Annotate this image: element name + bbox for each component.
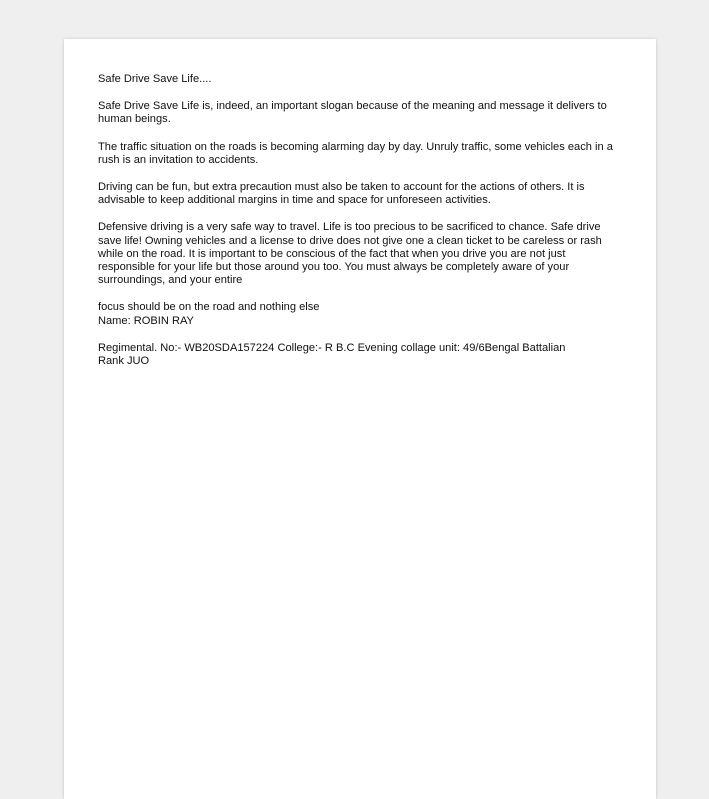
document-title: Safe Drive Save Life.... (98, 73, 212, 85)
closing-line: focus should be on the road and nothing else (98, 301, 320, 314)
document-body (98, 73, 624, 368)
paragraph-driving: Driving can be fun, but extra precaution must also be taken to account for the actions of others. It is advisable to keep additional margins in time and space for unforeseen activities. (98, 181, 585, 207)
paragraph-slogan: Safe Drive Save Life is, indeed, an important slogan because of the meaning and message it delivers to human beings. (98, 100, 607, 126)
paragraph-defensive: Defensive driving is a very safe way to travel. Life is too precious to be sacrificed to chance. Safe drive save life! Owning vehicles and a license to drive does not give one a clean ticket to be careless or rash while on the road. It is important to be conscious of the fact that when you drive you are not just responsible for your life but those around you too. You must always be completely aware of your surroundings, and your entire (98, 221, 602, 287)
rank-info: Rank JUO (98, 355, 150, 368)
author-name: Name: ROBIN RAY (98, 314, 194, 327)
document-page (64, 39, 656, 799)
paragraph-traffic: The traffic situation on the roads is becoming alarming day by day. Unruly traffic, some vehicles each in a rush is an invitation to accidents. (98, 140, 613, 166)
regimental-info: Regimental. No:- WB20SDA157224 College:- R B.C Evening collage unit: 49/6Bengal Battalian (98, 341, 566, 354)
